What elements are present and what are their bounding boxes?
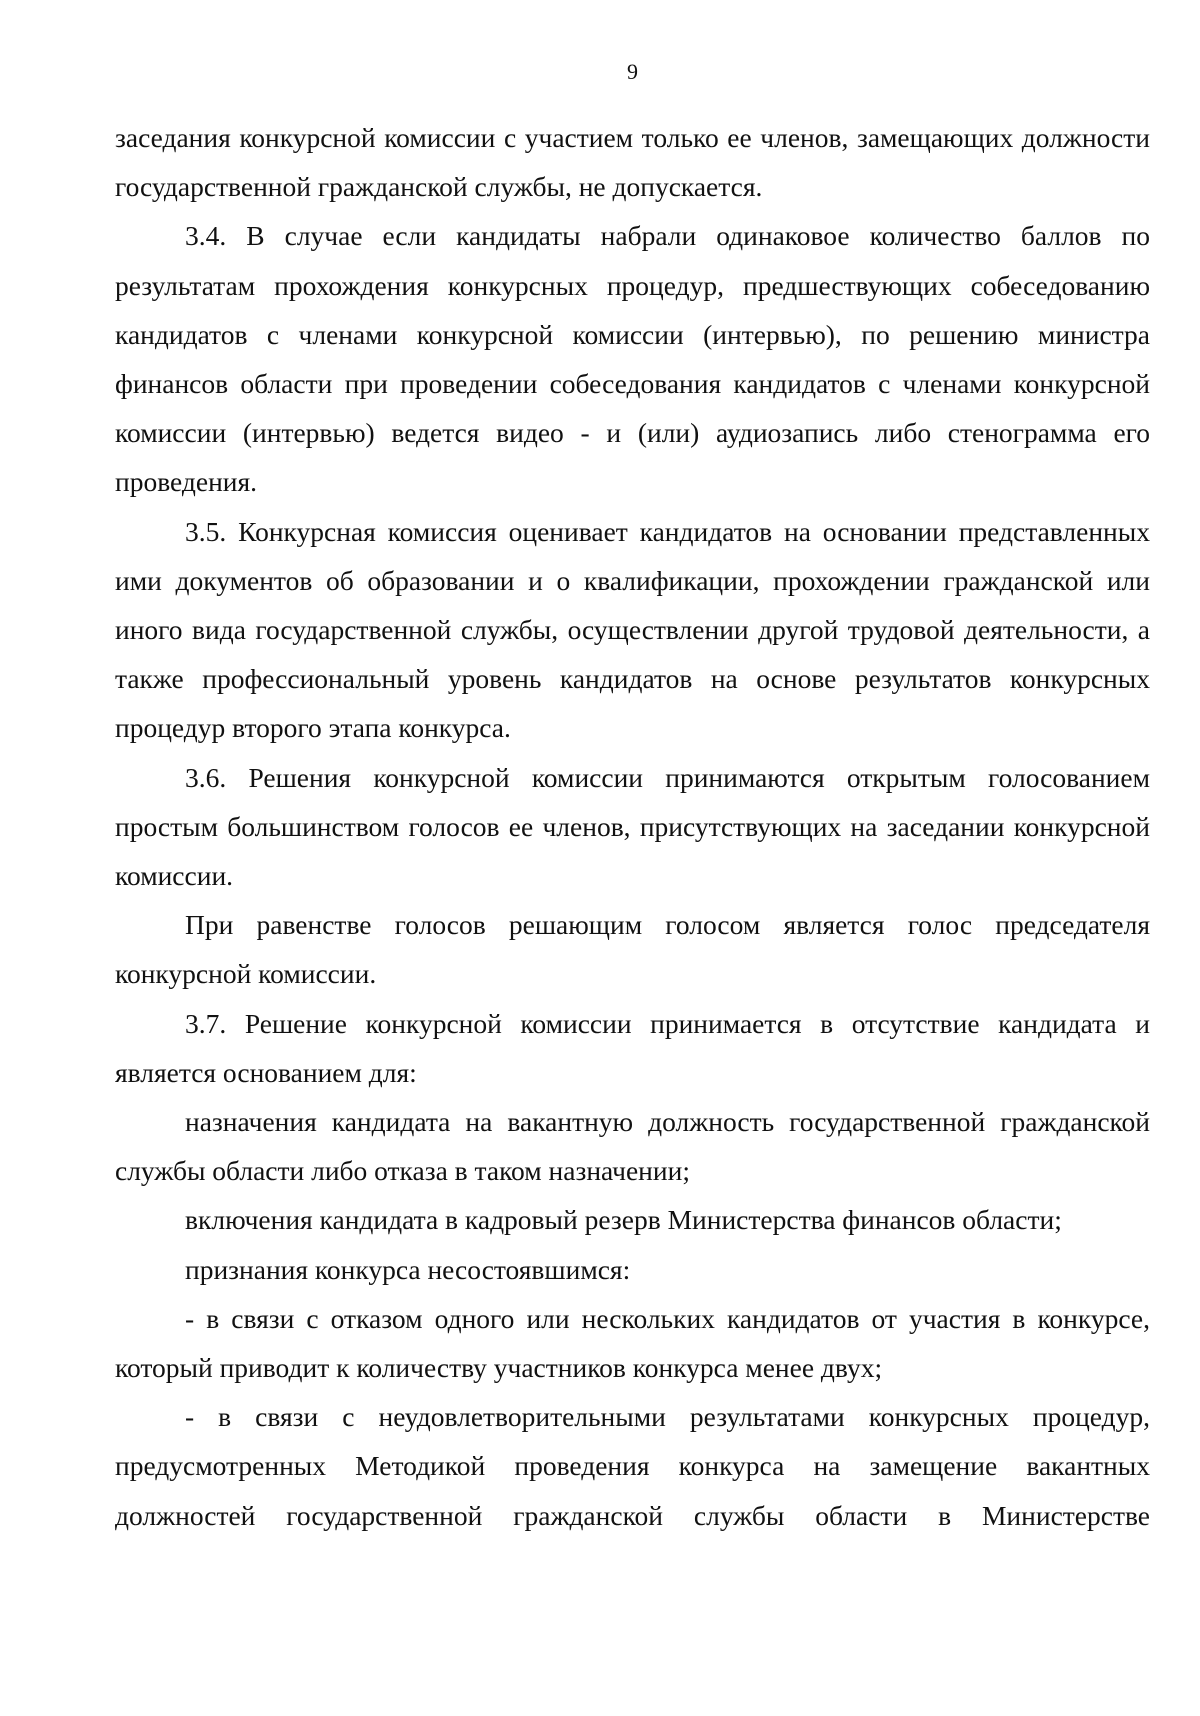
paragraph-continuation: заседания конкурсной комиссии с участием только ее членов, замещающих должности государственной гражданской службы, не допускается. [115, 122, 1150, 203]
paragraph-3-5: 3.5. Конкурсная комиссия оценивает кандидатов на основании представленных ими документов об образовании и о квалификации, прохождении гражданской или иного вида государственной службы, осуществлении другой трудовой деятельности, а также профессиональный уровень кандидатов на основе результатов конкурсных процедур второго этапа конкурса. [115, 515, 1150, 744]
list-item-failed-contest: признания конкурса несостоявшимся: [185, 1253, 631, 1285]
paragraph-tie-vote: При равенстве голосов решающим голосом является голос председателя конкурсной комиссии. [115, 909, 1150, 990]
list-item-unsatisfactory: - в связи с неудовлетворительными результатами конкурсных процедур, предусмотренных Методикой проведения конкурса на замещение вакантных должностей государственной гражданской службы области в Министерстве [115, 1401, 1150, 1531]
document-body [115, 113, 1150, 1540]
paragraph-3-6: 3.6. Решения конкурсной комиссии принимаются открытым голосованием простым большинством голосов ее членов, присутствующих на заседании конкурсной комиссии. [115, 761, 1150, 892]
list-item-refusal: - в связи с отказом одного или нескольких кандидатов от участия в конкурсе, который приводит к количеству участников конкурса менее двух; [115, 1302, 1150, 1384]
page-number: 9 [627, 59, 638, 84]
list-item-appointment: назначения кандидата на вакантную должность государственной гражданской службы области либо отказа в таком назначении; [115, 1106, 1150, 1187]
paragraph-3-7: 3.7. Решение конкурсной комиссии принимается в отсутствие кандидата и является основанием для: [115, 1007, 1150, 1088]
list-item-reserve: включения кандидата в кадровый резерв Министерства финансов области; [185, 1204, 1062, 1236]
paragraph-3-4: 3.4. В случае если кандидаты набрали одинаковое количество баллов по результатам прохождения конкурсных процедур, предшествующих собеседованию кандидатов с членами конкурсной комиссии (интервью), по решению министра финансов области при проведении собеседования кандидатов с членами конкурсной комиссии (интервью) ведется видео - и (или) аудиозапись либо стенограмма его проведения. [115, 220, 1150, 498]
